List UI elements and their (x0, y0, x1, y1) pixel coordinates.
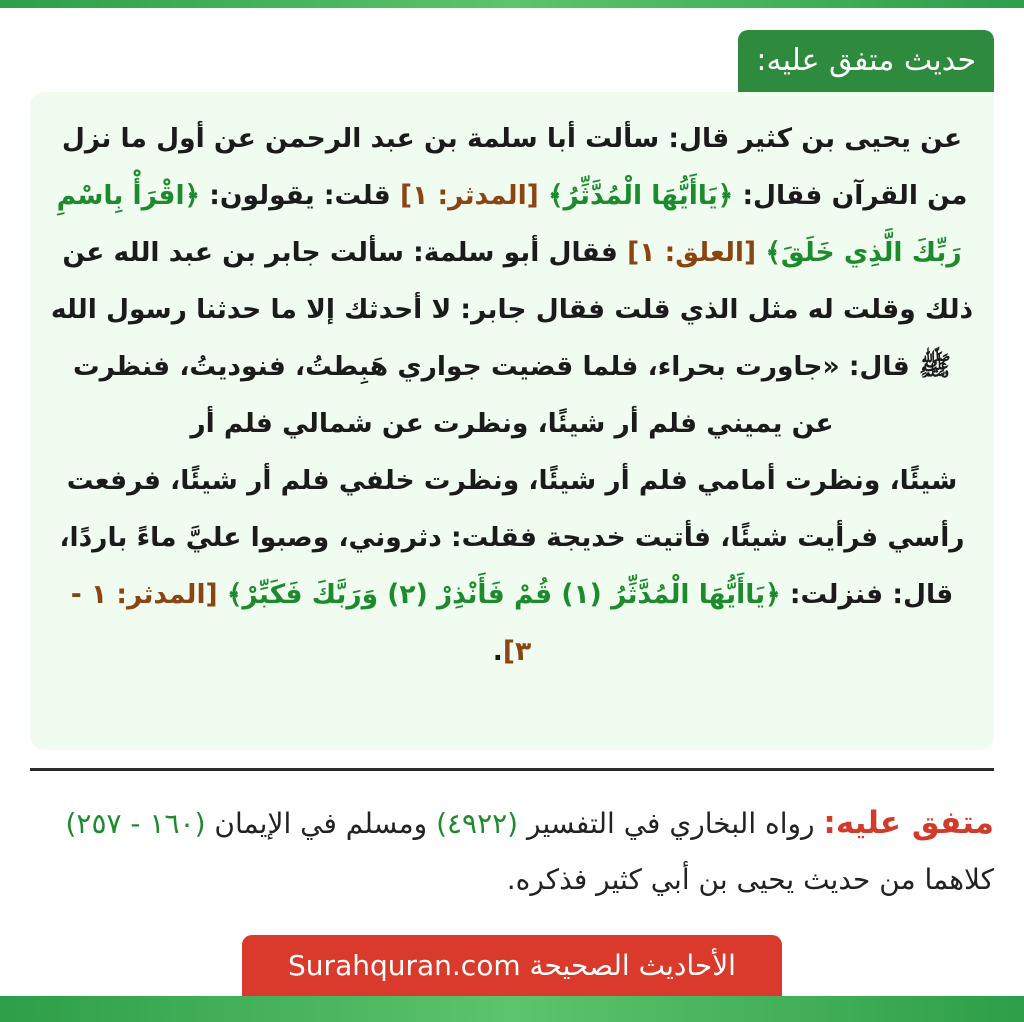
hadith-text-part: شيئًا، ونظرت أمامي فلم أر شيئًا، ونظرت خلفي فلم أر شيئًا، فرفعت رأسي فرأيت شيئًا، فأتيت خديجة فقلت: دثروني، وصبوا عليَّ ماءً باردًا، قال: فنزلت: (59, 465, 965, 610)
source-text: كلاهما من حديث يحيى بن أبي كثير فذكره. (506, 863, 994, 896)
source-text: ومسلم في الإيمان (205, 807, 437, 840)
hadith-text (48, 110, 976, 680)
quran-verse-1: ﴿يَاأَيُّهَا الْمُدَّثِّرُ﴾ (548, 180, 734, 211)
hadith-text-part: قلت: يقولون: (200, 180, 400, 211)
verse-reference-3: [المدثر: ١ - ٣] (70, 579, 532, 667)
section-divider (30, 768, 994, 771)
source-text: رواه البخاري في التفسير (518, 807, 824, 840)
header-title: حديث متفق عليه: (756, 43, 976, 78)
top-accent-bar (0, 0, 1024, 8)
spacer (539, 180, 548, 211)
hadith-text-part: فقال أبو سلمة: سألت جابر بن عبد الله عن ذلك وقلت له مثل الذي قلت فقال جابر: لا أحدثك إلا ما حدثنا رسول الله ﷺ قال: «جاورت بحراء، فلما قضيت جواري هَبِطتُ، فنوديتُ، فنظرت عن يميني فلم أر شيئًا، ونظرت عن شمالي فلم أر (50, 237, 974, 439)
hadith-type-header (738, 30, 994, 92)
hadith-source (30, 795, 994, 908)
muslim-number: (١٦٠ - ٢٥٧) (65, 807, 206, 840)
hadith-text-part: عن يحيى بن كثير قال: سألت أبا سلمة بن عبد الرحمن عن أول ما نزل من القرآن فقال: (61, 123, 968, 211)
site-badge (242, 935, 782, 997)
verse-reference-1: [المدثر: ١] (399, 180, 539, 211)
quran-verse-3: ﴿يَاأَيُّهَا الْمُدَّثِّرُ (١) قُمْ فَأَنْذِرْ (٢) وَرَبَّكَ فَكَبِّرْ﴾ (226, 579, 781, 610)
verse-reference-2: [العلق: ١] (627, 237, 757, 268)
hadith-text-end: . (492, 636, 503, 667)
site-badge-label: الأحاديث الصحيحة Surahquran.com (288, 949, 736, 982)
spacer (756, 237, 765, 268)
hadith-text-box (30, 92, 994, 750)
bottom-accent-bar (0, 996, 1024, 1022)
bukhari-number: (٤٩٢٢) (436, 807, 519, 840)
source-label: متفق عليه: (823, 805, 994, 841)
quran-verse-2: ﴿اقْرَأْ بِاسْمِ رَبِّكَ الَّذِي خَلَقَ﴾ (56, 180, 962, 268)
spacer (218, 579, 227, 610)
